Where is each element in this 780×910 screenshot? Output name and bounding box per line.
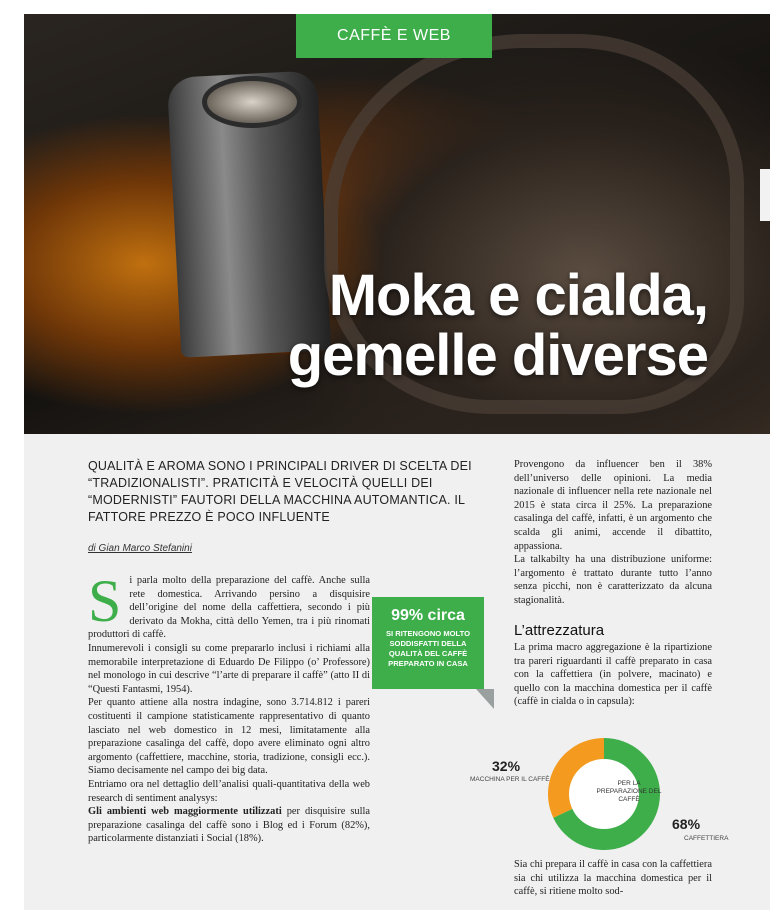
paragraph: i parla molto della preparazione del caffè. Anche sulla rete domestica. Arrivando persino a disquisire dell’origine del nome della caffettiera, secondo i più derivato da Mokha, città dello Yemen, tra i più rinomati produttori di caffè. (88, 575, 370, 641)
moka-spout-lip (202, 76, 302, 128)
paragraph (88, 805, 370, 846)
paragraph: Innumerevoli i consigli su come prepararlo inclusi i richiami alla memorabile interpretazione di Eduardo De Filippo (o’ Professore) nel monologo in cui descrive “l’arte di preparare il caffè” (atto II di “Questi Fantasmi, 1954). (88, 642, 370, 695)
column-2-continued (514, 641, 712, 709)
subhead: L’attrezzatura (514, 622, 605, 639)
donut-center-label: PER LA PREPARAZIONE DEL CAFFÈ (596, 780, 662, 803)
paragraph: Sia chi prepara il caffè in casa con la caffettiera sia chi utilizza la macchina domestica per il caffè, si ritiene molto sod- (514, 859, 712, 898)
article-body (24, 434, 770, 910)
paragraph: Entriamo ora nel dettaglio dell’analisi quali-quantitativa della web research di sentiment analysys: (88, 778, 370, 804)
headline (287, 263, 708, 388)
paragraph-rest: per disquisire sulla preparazione casalinga del caffè sono i Blog ed i Forum (82%), particolarmente distanziati i Social (18%). (88, 806, 371, 845)
paragraph: La talkabilty ha una distribuzione uniforme: l’argomento è trattato durante tutto l’anno senza picchi, non è caratterizzato da alcuna stagionalità. (514, 554, 712, 606)
pull-quote (372, 597, 484, 689)
paragraph: La prima macro aggregazione è la ripartizione tra pareri riguardanti il caffè preparato in casa con la caffettiera (in polvere, macinato) e quello con la macchina domestica per il caffè (caffè in cialda o in capsula): (514, 642, 712, 708)
hero-image (24, 14, 770, 434)
stat-caffettiera-percent: 68% (672, 816, 701, 832)
drop-cap: S (88, 568, 122, 634)
bold-lead: Gli ambienti web maggiormente utilizzati (88, 806, 282, 818)
headline-line-1: Moka e cialda, (328, 263, 708, 328)
column-2 (514, 458, 712, 608)
column-2-end (514, 858, 712, 899)
byline: di Gian Marco Stefanini (88, 543, 192, 554)
column-1 (88, 568, 371, 846)
paragraph: Provengono da influencer ben il 38% dell’universo delle opinioni. La media nazionale di influencer nella rete nazionale nel 2015 è stata circa il 25%. La preparazione casalinga del caffè, infatti, è un argomento che scalda gli animi, accende il dibattito, appassiona. (514, 459, 712, 552)
side-tab (760, 169, 770, 221)
stat-machine-label: MACCHINA PER IL CAFFÈ (470, 776, 550, 783)
deck: QUALITÀ E AROMA SONO I PRINCIPALI DRIVER DI SCELTA DEI “TRADIZIONALISTI”. PRATICITÀ E VELOCITÀ QUELLI DEI “MODERNISTI” FAUTORI DELLA MACCHINA AUTOMANTICA. IL FATTORE PREZZO È POCO INFLUENTE (88, 459, 472, 524)
headline-line-2: gemelle diverse (287, 323, 708, 388)
pull-quote-text: SI RITENGONO MOLTO SODDISFATTI DELLA QUALITÀ DEL CAFFÈ PREPARATO IN CASA (385, 629, 471, 668)
stat-machine-percent: 32% (492, 758, 521, 774)
paragraph: Per quanto attiene alla nostra indagine, sono 3.714.812 i pareri costituenti il campione statisticamente rappresentativo di quanto lasciato nel web domestico in 12 mesi, limitatamente alla preparazione casalinga del caffè, dopo avere eliminato ogni altro argomento (caffettiere, macchine, storia, tradizione, consigli ecc.). Siamo decisamente nel campo dei big data. (88, 697, 370, 777)
category-tag: CAFFÈ E WEB (296, 14, 492, 58)
pull-quote-tail (476, 689, 494, 709)
pull-quote-figure: 99% circa (391, 607, 465, 624)
stat-caffettiera-label: CAFFETTIERA (684, 835, 729, 842)
